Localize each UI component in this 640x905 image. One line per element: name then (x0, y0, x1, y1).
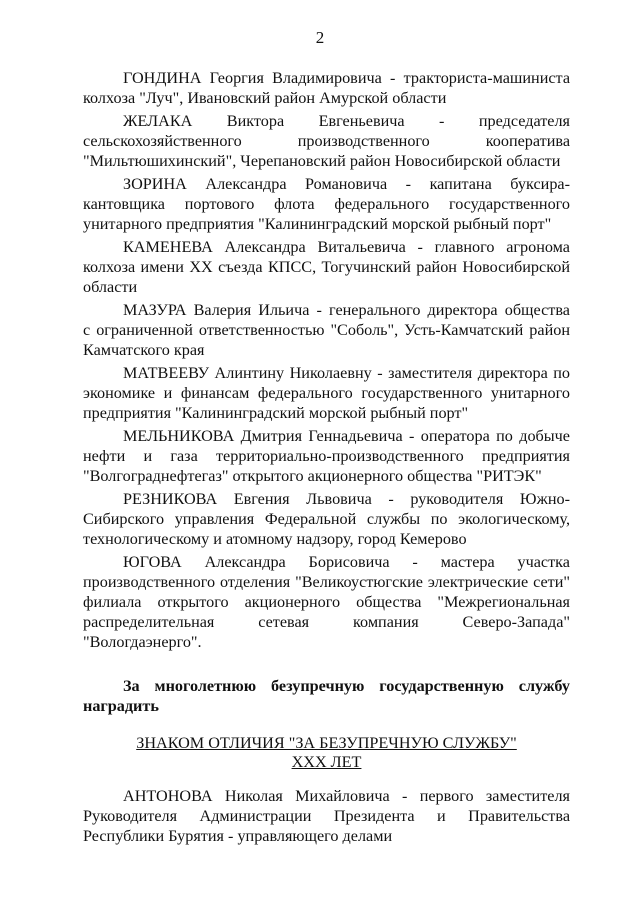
recipient-entry-line: МАТВЕЕВУ Алинтину Николаевну - заместителя директора по (123, 364, 570, 382)
recipient-entry-line: Камчатского края (83, 341, 205, 359)
recipient-entry-line: унитарного предприятия "Калининградский морской рыбный порт" (83, 215, 552, 233)
recipient-entry (83, 426, 570, 486)
recipient-entry-line: ЖЕЛАКА Виктора Евгеньевича - председателя (123, 112, 570, 130)
recipient-entry (83, 552, 570, 652)
document-body (83, 68, 570, 849)
recipient-entry-line: филиала открытого акционерного общества "Межрегиональная (83, 593, 570, 611)
recipient-entry-line: сельскохозяйственного производственного кооператива (83, 132, 570, 150)
recipient-entry-line: Республики Бурятия - управляющего делами (83, 827, 393, 845)
recipient-entry-line: РЕЗНИКОВА Евгения Львовича - руководителя Южно- (123, 490, 570, 508)
award-title-line: XXX ЛЕТ (291, 753, 362, 771)
recipient-entry-line: с ограниченной ответственностью "Соболь", Усть-Камчатский район (83, 321, 570, 339)
recipient-entry-line: Руководителя Администрации Президента и Правительства (83, 807, 570, 825)
recipient-entry-line: "Волгограднефтегаз" открытого акционерного общества "РИТЭК" (83, 467, 542, 485)
award-recipients (83, 786, 570, 846)
recipient-entry-line: "Вологдаэнерго". (83, 633, 202, 651)
recipient-entry (83, 489, 570, 549)
recipient-entry (83, 68, 570, 108)
award-title-line: ЗНАКОМ ОТЛИЧИЯ "ЗА БЕЗУПРЕЧНУЮ СЛУЖБУ" (136, 734, 517, 752)
recipient-entry-line: ЮГОВА Александра Борисовича - мастера участка (123, 553, 570, 571)
recipient-entry-line: распределительная сетевая компания Северо-Запада" (83, 613, 570, 631)
recipient-entry-line: области (83, 278, 138, 296)
recipient-entry-line: ЗОРИНА Александра Романовича - капитана буксира- (123, 175, 570, 193)
recipient-entry-line: МАЗУРА Валерия Ильича - генерального директора общества (123, 301, 570, 319)
recipient-entry (83, 237, 570, 297)
recipient-entry-line: кантовщика портового флота федерального государственного (83, 195, 570, 213)
recipient-entry-line: МЕЛЬНИКОВА Дмитрия Геннадьевича - оператора по добыче (123, 427, 570, 445)
recipient-entry-line: КАМЕНЕВА Александра Витальевича - главного агронома (123, 238, 570, 256)
award-title (83, 734, 570, 772)
recipient-entry-line: технологическому и атомному надзору, город Кемерово (83, 530, 467, 548)
recipient-entry-line: предприятия "Калининградский морской рыбный порт" (83, 404, 469, 422)
recipient-entry-line: производственного отделения "Великоустюгские электрические сети" (83, 573, 570, 591)
award-intro (83, 676, 570, 716)
recipient-entry (83, 786, 570, 846)
recipient-entry-line: колхоза имени XX съезда КПСС, Тогучинский район Новосибирской (83, 258, 570, 276)
recipient-entry (83, 111, 570, 171)
award-intro-line: наградить (83, 697, 159, 715)
award-intro-line: За многолетнюю безупречную государственную службу (123, 677, 570, 695)
recipient-entry (83, 363, 570, 423)
recipient-entry (83, 300, 570, 360)
recipient-entry-line: колхоза "Луч", Ивановский район Амурской области (83, 89, 447, 107)
recipient-entry-line: экономике и финансам федерального государственного унитарного (83, 384, 570, 402)
recipient-entry-line: "Мильтюшихинский", Черепановский район Новосибирской области (83, 152, 561, 170)
award-list (83, 68, 570, 652)
recipient-entry-line: ГОНДИНА Георгия Владимировича - тракториста-машиниста (123, 69, 570, 87)
recipient-entry-line: Сибирского управления Федеральной службы по экологическому, (83, 510, 570, 528)
page-number: 2 (315, 28, 325, 47)
recipient-entry (83, 174, 570, 234)
recipient-entry-line: нефти и газа территориально-производственного предприятия (83, 447, 570, 465)
recipient-entry-line: АНТОНОВА Николая Михайловича - первого заместителя (123, 787, 570, 805)
